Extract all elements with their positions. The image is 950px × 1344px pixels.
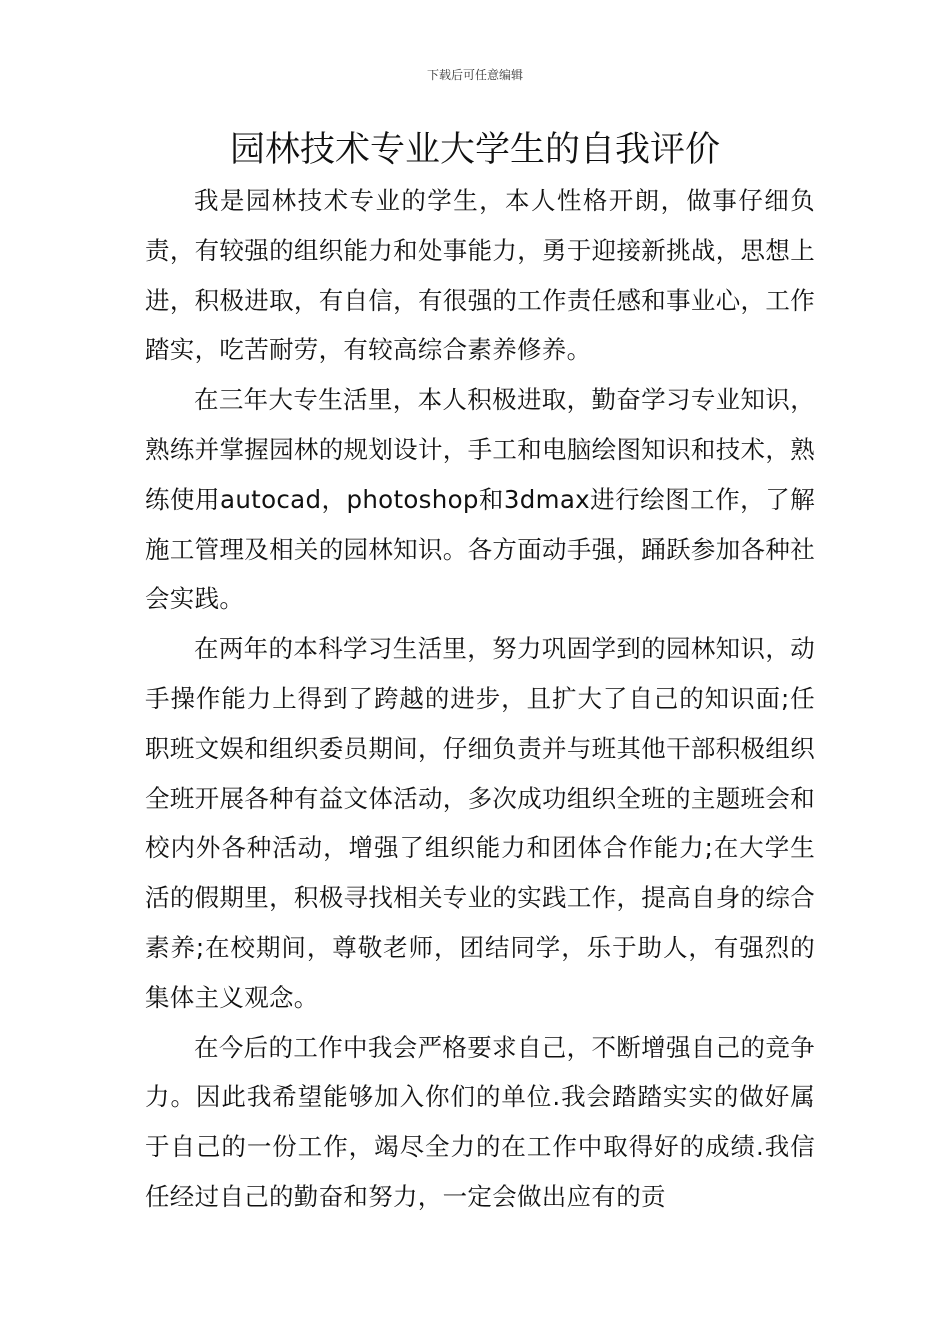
- paragraph-1: 我是园林技术专业的学生，本人性格开朗，做事仔细负责，有较强的组织能力和处事能力，勇于迎接新挑战，思想上进，积极进取，有自信，有很强的工作责任感和事业心，工作踏实，吃苦耐劳，有较高综合素养修养。: [145, 186, 815, 365]
- document-title: 园林技术专业大学生的自我评价: [229, 130, 720, 170]
- document-body: [145, 176, 815, 1222]
- paragraph-4: 在今后的工作中我会严格要求自己，不断增强自己的竞争力。因此我希望能够加入你们的单位.我会踏踏实实的做好属于自己的一份工作，竭尽全力的在工作中取得好的成绩.我信任经过自己的勤奋和努力，一定会做出应有的贡: [145, 1032, 815, 1211]
- paragraph-3: 在两年的本科学习生活里，努力巩固学到的园林知识，动手操作能力上得到了跨越的进步，且扩大了自己的知识面;任职班文娱和组织委员期间，仔细负责并与班其他干部积极组织全班开展各种有益文体活动，多次成功组织全班的主题班会和校内外各种活动，增强了组织能力和团体合作能力;在大学生活的假期里，积极寻找相关专业的实践工作，提高自身的综合素养;在校期间，尊敬老师，团结同学，乐于助人，有强烈的集体主义观念。: [145, 634, 815, 1012]
- paragraph-2: 在三年大专生活里，本人积极进取，勤奋学习专业知识，熟练并掌握园林的规划设计，手工和电脑绘图知识和技术，熟练使用autocad，photoshop和3dmax进行绘图工作，了解施工管理及相关的园林知识。各方面动手强，踊跃参加各种社会实践。: [145, 385, 815, 614]
- header-note: 下载后可任意编辑: [426, 68, 523, 82]
